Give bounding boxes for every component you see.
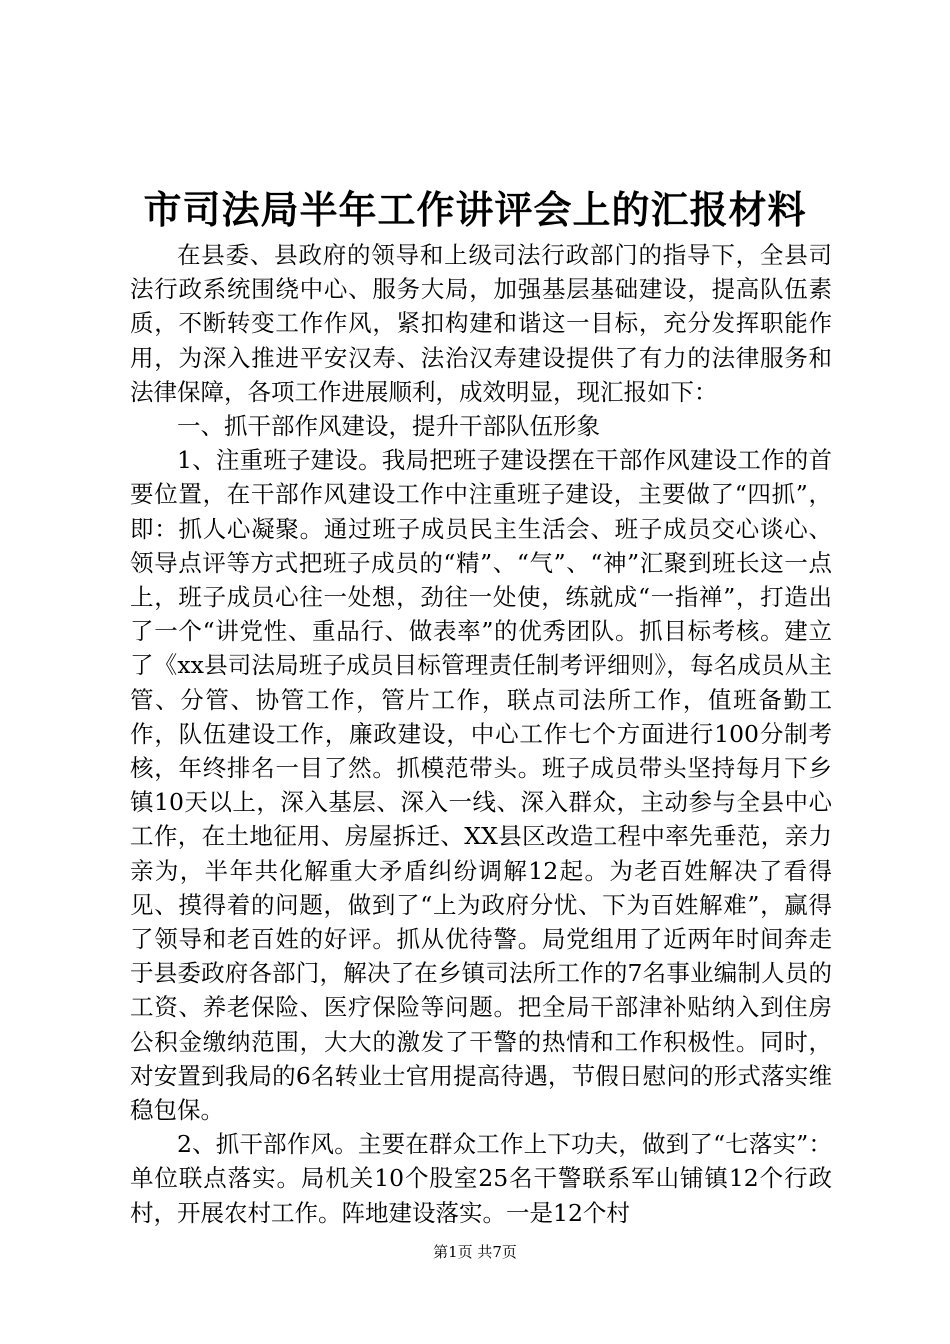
page-number-footer: 第1页 共7页 [433, 1243, 517, 1261]
paragraph-work-style: 2、抓干部作风。主要在群众工作上下功夫，做到了“七落实”：单位联点落实。局机关10个股室25名干警联系军山铺镇12个行政村，开展农村工作。阵地建设落实。一是12个村 [130, 1130, 832, 1227]
paragraph-intro: 在县委、县政府的领导和上级司法行政部门的指导下，全县司法行政系统围绕中心、服务大局，加强基层基础建设，提高队伍素质，不断转变工作作风，紧扣构建和谐这一目标，充分发挥职能作用，为深入推进平安汉寿、法治汉寿建设提供了有力的法律服务和法律保障，各项工作进展顺利，成效明显，现汇报如下： [130, 241, 832, 406]
section-heading-1: 一、抓干部作风建设，提升干部队伍形象 [177, 412, 600, 441]
document-body [130, 238, 832, 1230]
document-title: 市司法局半年工作讲评会上的汇报材料 [143, 187, 807, 232]
paragraph-team-building: 1、注重班子建设。我局把班子建设摆在干部作风建设工作的首要位置，在干部作风建设工作中注重班子建设，主要做了“四抓”，即：抓人心凝聚。通过班子成员民主生活会、班子成员交心谈心、领导点评等方式把班子成员的“精”、“气”、“神”汇聚到班长这一点上，班子成员心往一处想，劲往一处使，练就成“一指禅”，打造出了一个“讲党性、重品行、做表率”的优秀团队。抓目标考核。建立了《xx县司法局班子成员目标管理责任制考评细则》，每名成员从主管、分管、协管工作，管片工作，联点司法所工作，值班备勤工作，队伍建设工作，廉政建设，中心工作七个方面进行100分制考核，年终排名一目了然。抓模范带头。班子成员带头坚持每月下乡镇10天以上，深入基层、深入一线、深入群众，主动参与全县中心工作，在土地征用、房屋拆迁、XX县区改造工程中率先垂范，亲力亲为，半年共化解重大矛盾纠纷调解12起。为老百姓解决了看得见、摸得着的问题，做到了“上为政府分忧、下为百姓解难”，赢得了领导和老百姓的好评。抓从优待警。局党组用了近两年时间奔走于县委政府各部门，解决了在乡镇司法所工作的7名事业编制人员的工资、养老保险、医疗保险等问题。把全局干部津补贴纳入到住房公积金缴纳范围，大大的激发了干警的热情和工作积极性。同时，对安置到我局的6名转业士官用提高待遇，节假日慰问的形式落实维稳包保。 [130, 446, 832, 1125]
